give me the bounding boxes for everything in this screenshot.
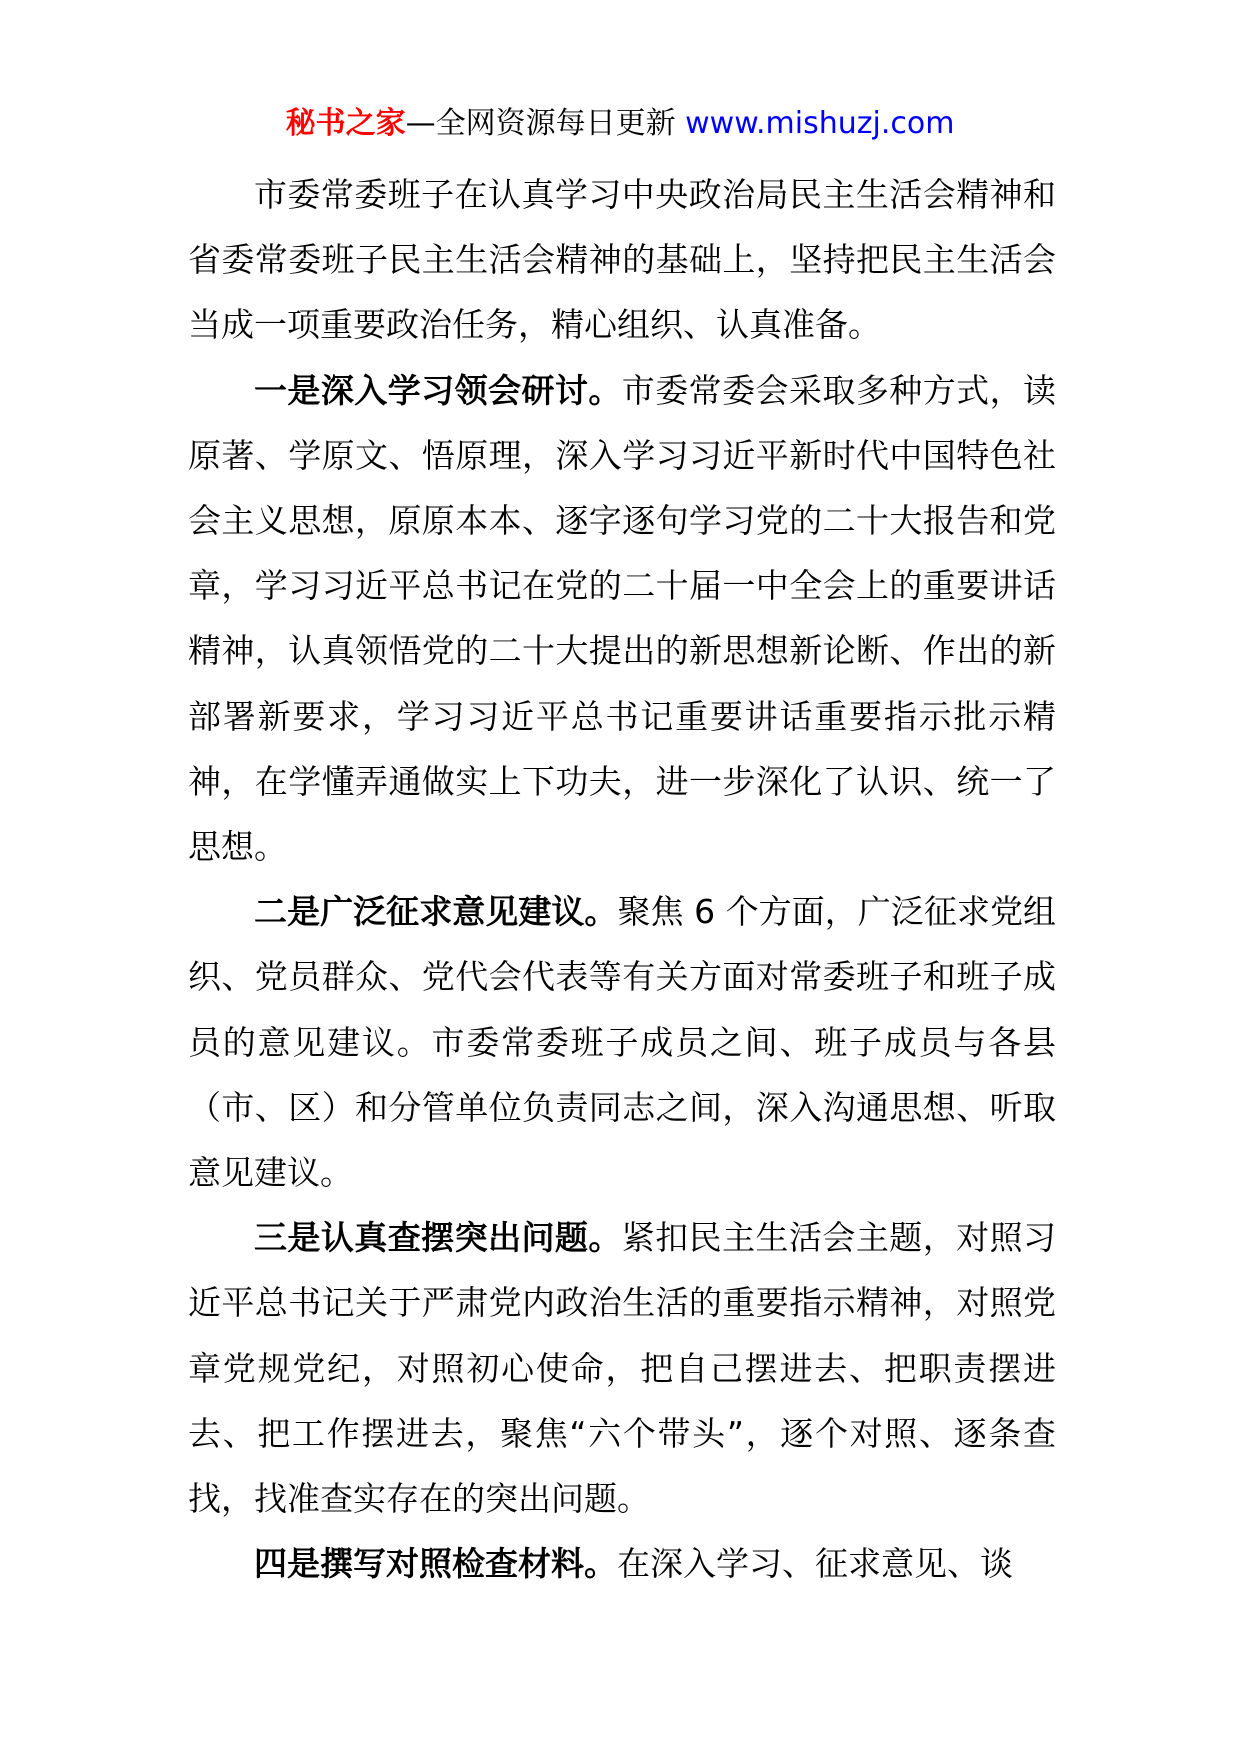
slogan: —全网资源每日更新 — [405, 106, 686, 141]
paragraph-intro — [188, 162, 1056, 358]
paragraph-text: 聚焦 6 个方面，广泛征求党组织、党员群众、党代会代表等有关方面对常委班子和班子成员的意见建议。市委常委班子成员之间、班子成员与各县（市、区）和分管单位负责同志之间，深入沟通思想、听取意见建议。 — [188, 892, 1056, 1193]
paragraph-opinions — [188, 879, 1056, 1205]
paragraph-lead: 三是认真查摆突出问题。 — [254, 1218, 622, 1258]
paragraph-study — [188, 358, 1056, 880]
paragraph-text: 市委常委会采取多种方式，读原著、学原文、悟原理，深入学习习近平新时代中国特色社会主义思想，原原本本、逐字逐句学习党的二十大报告和党章，学习习近平总书记在党的二十届一中全会上的重要讲话精神，认真领悟党的二十大提出的新思想新论断、作出的新部署新要求，学习习近平总书记重要讲话重要指示批示精神，在学懂弄通做实上下功夫，进一步深化了认识、统一了思想。 — [188, 370, 1057, 867]
document-body — [188, 162, 1056, 1596]
paragraph-materials — [188, 1531, 1056, 1596]
paragraph-lead: 二是广泛征求意见建议。 — [254, 892, 618, 932]
paragraph-lead: 四是撰写对照检查材料。 — [254, 1544, 617, 1584]
paragraph-text: 在深入学习、征求意见、谈 — [617, 1544, 1013, 1584]
site-header — [0, 98, 1240, 150]
paragraph-problems — [188, 1205, 1056, 1531]
paragraph-text: 紧扣民主生活会主题，对照习近平总书记关于严肃党内政治生活的重要指示精神，对照党章党规党纪，对照初心使命，把自己摆进去、把职责摆进去、把工作摆进去，聚焦“六个带头”，逐个对照、逐条查找，找准查实存在的突出问题。 — [188, 1218, 1057, 1519]
paragraph-text: 市委常委班子在认真学习中央政治局民主生活会精神和省委常委班子民主生活会精神的基础上，坚持把民主生活会当成一项重要政治任务，精心组织、认真准备。 — [188, 175, 1056, 345]
paragraph-lead: 一是深入学习领会研讨。 — [254, 370, 622, 410]
site-url[interactable]: www.mishuzj.com — [685, 106, 955, 141]
brand-name: 秘书之家 — [285, 106, 406, 141]
